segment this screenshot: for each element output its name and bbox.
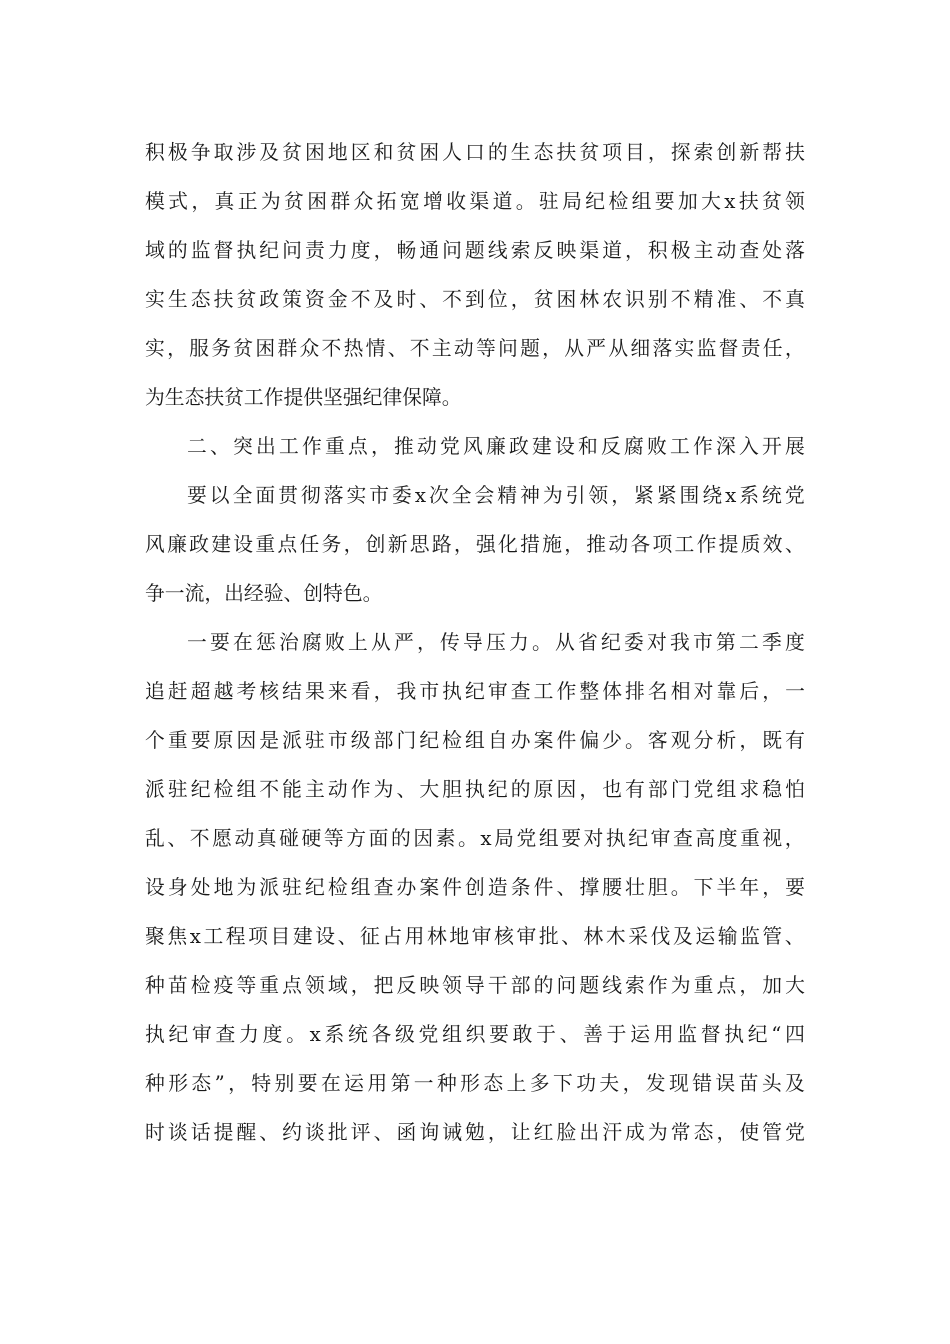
- text-line: 积 极 争 取 涉 及 贫 困 地 区 和 贫 困 人 口 的 生 态 扶 贫 项 目 ， 探 索 创 新 帮 扶: [145, 141, 805, 164]
- text-line: 乱 、 不 愿 动 真 碰 硬 等 方 面 的 因 素 。 x 局 党 组 要 对 执 纪 审 查 高 度 重 视 ，: [145, 827, 805, 850]
- text-line: 个 重 要 原 因 是 派 驻 市 级 部 门 纪 检 组 自 办 案 件 偏 少 。 客 观 分 析 ， 既 有: [145, 729, 805, 752]
- text-line: 时 谈 话 提 醒 、 约 谈 批 评 、 函 询 诫 勉 ， 让 红 脸 出 汗 成 为 常 态 ， 使 管 党: [145, 1121, 805, 1144]
- text-line: 种 苗 检 疫 等 重 点 领 域 ， 把 反 映 领 导 干 部 的 问 题 线 索 作 为 重 点 ， 加 大: [145, 974, 805, 997]
- text-line: 风 廉 政 建 设 重 点 任 务 ， 创 新 思 路 ， 强 化 措 施 ， 推 动 各 项 工 作 提 质 效 、: [145, 533, 805, 556]
- text-line: 种 形 态 ” ， 特 别 要 在 运 用 第 一 种 形 态 上 多 下 功 夫 ， 发 现 错 误 苗 头 及: [145, 1072, 805, 1095]
- text-line: 模 式 ， 真 正 为 贫 困 群 众 拓 宽 增 收 渠 道 。 驻 局 纪 检 组 要 加 大 x 扶 贫 领: [145, 190, 805, 213]
- text-line: 二 、 突 出 工 作 重 点 ， 推 动 党 风 廉 政 建 设 和 反 腐 败 工 作 深 入 开 展: [187, 435, 805, 458]
- text-line: 派 驻 纪 检 组 不 能 主 动 作 为 、 大 胆 执 纪 的 原 因 ， 也 有 部 门 党 组 求 稳 怕: [145, 778, 805, 801]
- text-line: 争一流，出经验、创特色。: [145, 582, 383, 605]
- text-line: 实 ， 服 务 贫 困 群 众 不 热 情 、 不 主 动 等 问 题 ， 从 严 从 细 落 实 监 督 责 任 ，: [145, 337, 805, 360]
- text-line: 执 纪 审 查 力 度 。 x 系 统 各 级 党 组 织 要 敢 于 、 善 于 运 用 监 督 执 纪 “ 四: [145, 1023, 805, 1046]
- text-line: 设 身 处 地 为 派 驻 纪 检 组 查 办 案 件 创 造 条 件 、 撑 腰 壮 胆 。 下 半 年 ， 要: [145, 876, 805, 899]
- text-line: 要 以 全 面 贯 彻 落 实 市 委 x 次 全 会 精 神 为 引 领 ， 紧 紧 围 绕 x 系 统 党: [187, 484, 805, 507]
- document-body: [145, 128, 805, 1157]
- text-line: 实 生 态 扶 贫 政 策 资 金 不 及 时 、 不 到 位 ， 贫 困 林 农 识 别 不 精 准 、 不 真: [145, 288, 805, 311]
- text-line: 域 的 监 督 执 纪 问 责 力 度 ， 畅 通 问 题 线 索 反 映 渠 道 ， 积 极 主 动 查 处 落: [145, 239, 805, 262]
- text-line: 追 赶 超 越 考 核 结 果 来 看 ， 我 市 执 纪 审 查 工 作 整 体 排 名 相 对 靠 后 ， 一: [145, 680, 805, 703]
- text-line: 一 要 在 惩 治 腐 败 上 从 严 ， 传 导 压 力 。 从 省 纪 委 对 我 市 第 二 季 度: [187, 631, 805, 654]
- text-line: 聚 焦 x 工 程 项 目 建 设 、 征 占 用 林 地 审 核 审 批 、 林 木 采 伐 及 运 输 监 管 、: [145, 925, 805, 948]
- text-line: 为生态扶贫工作提供坚强纪律保障。: [145, 386, 462, 409]
